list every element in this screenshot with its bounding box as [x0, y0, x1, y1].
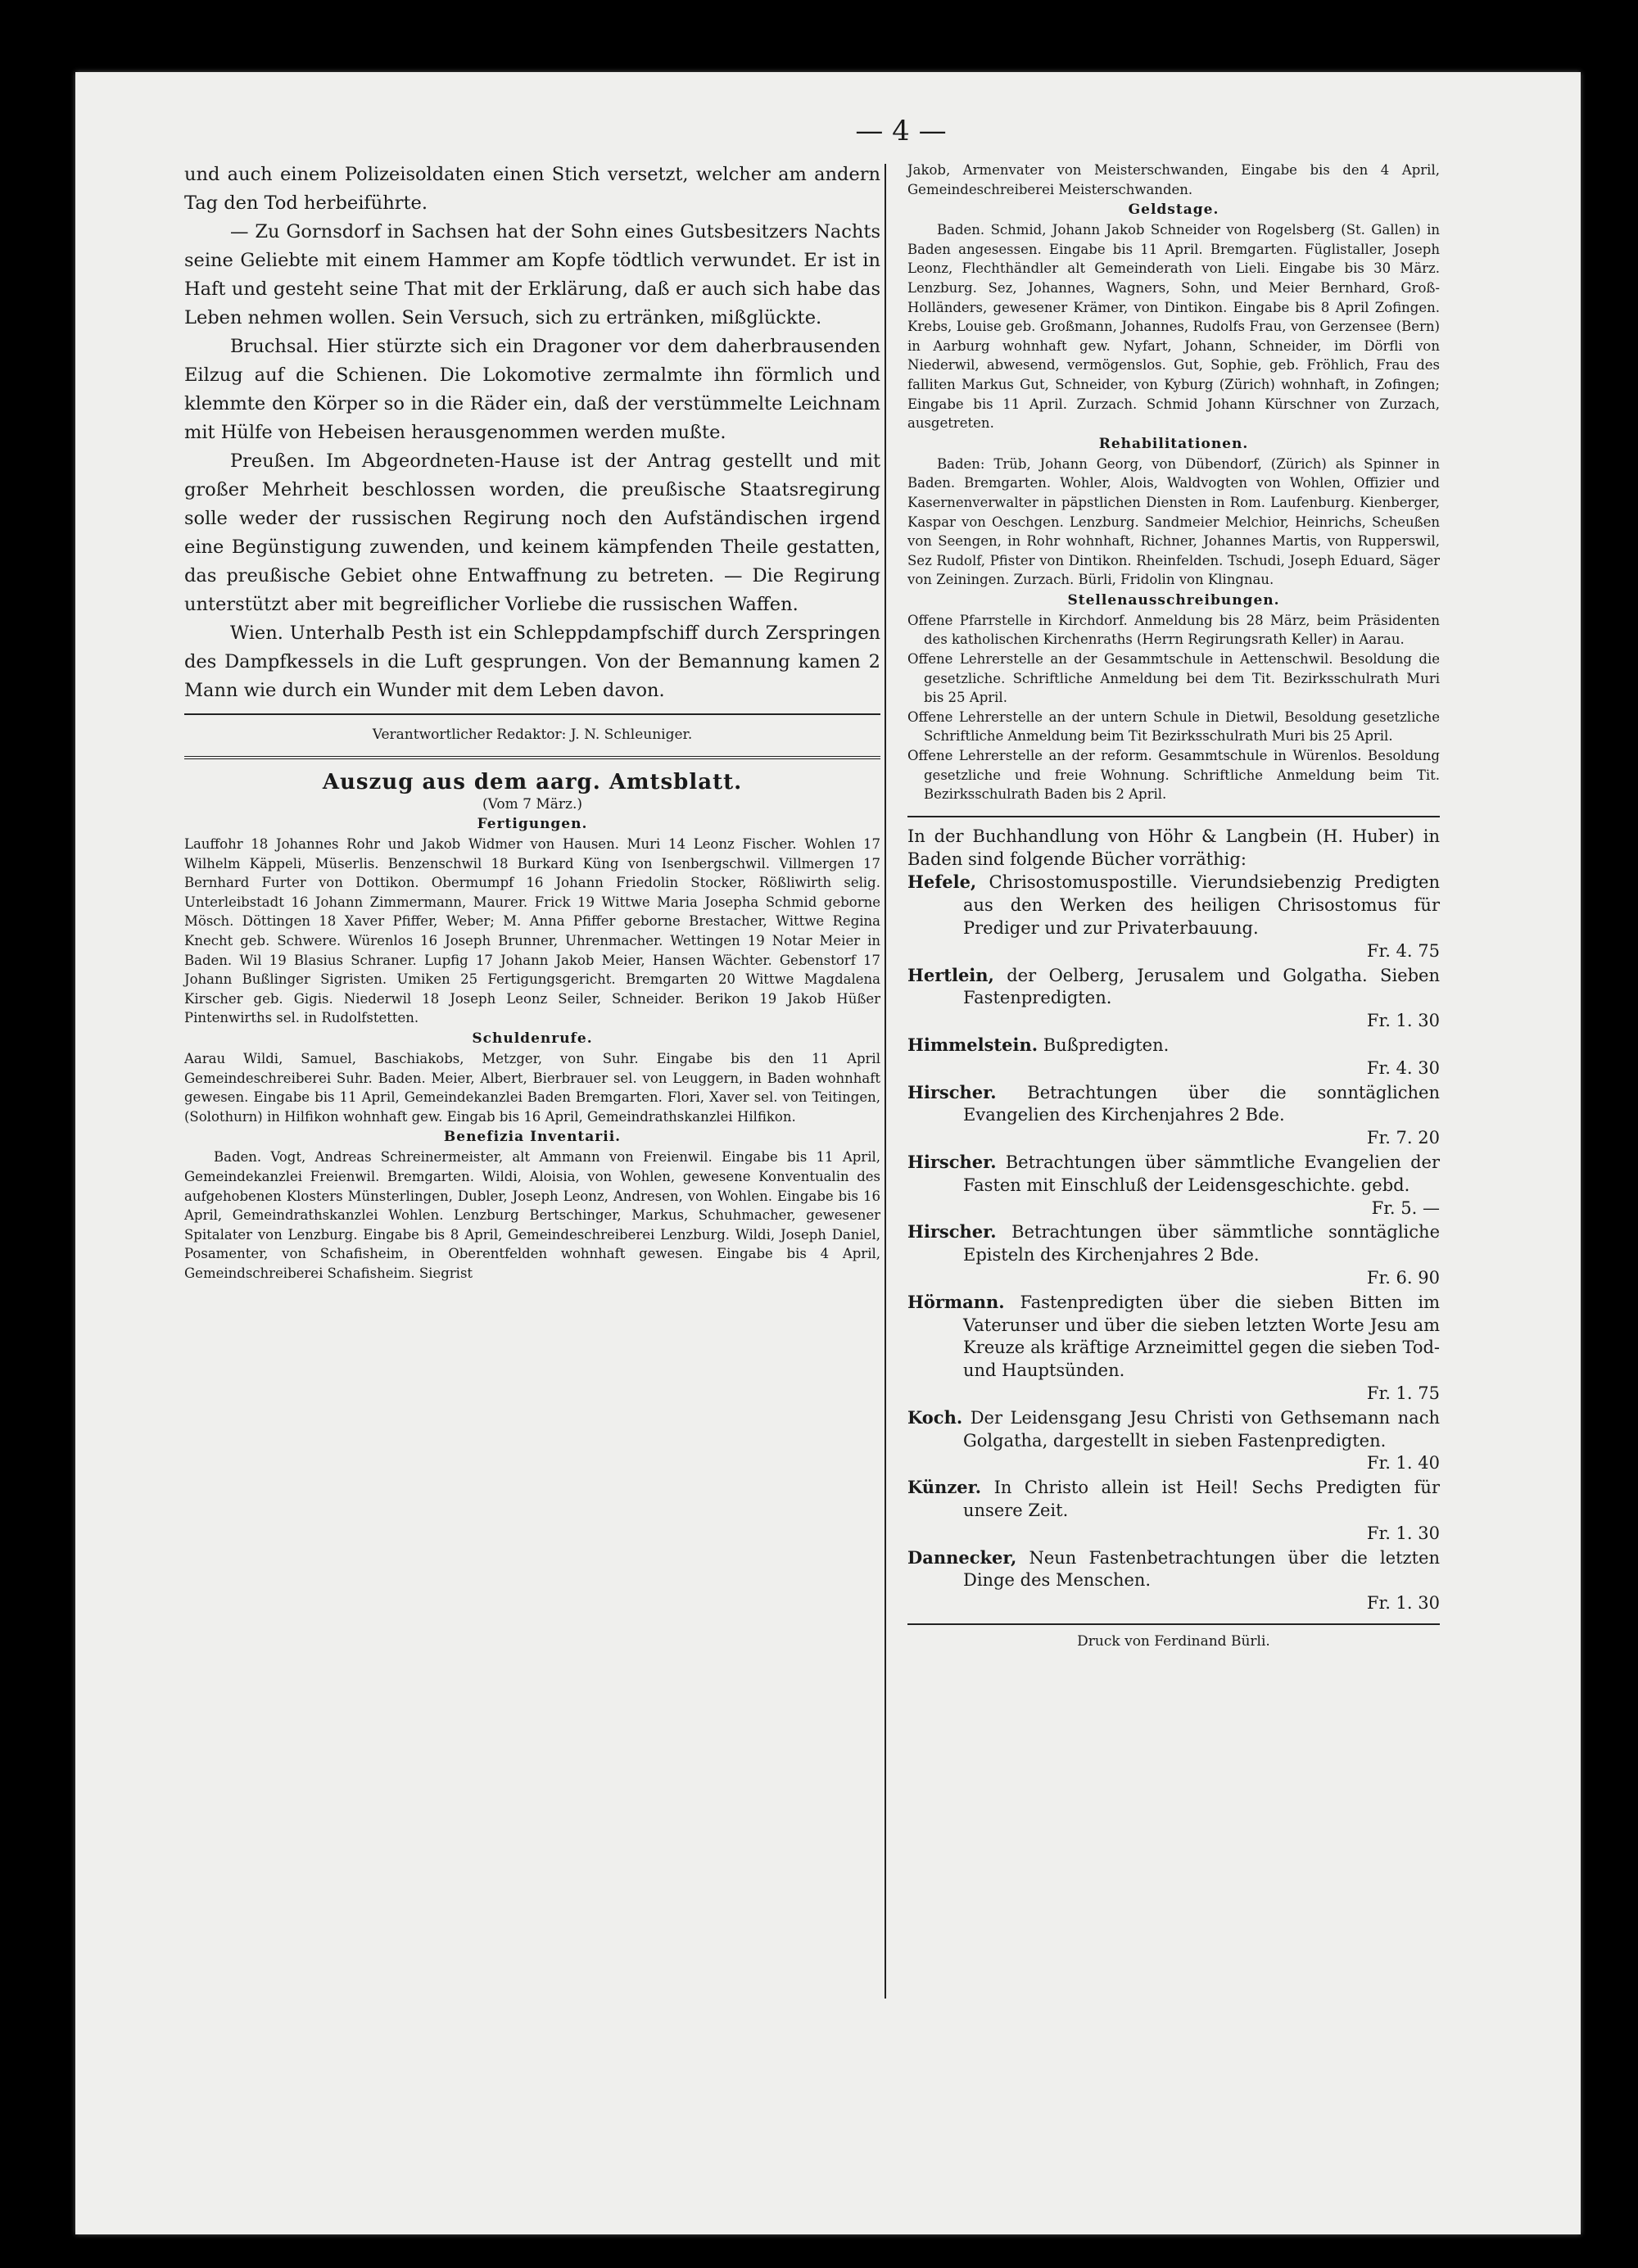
list-item [907, 1546, 1440, 1615]
divider [907, 1623, 1440, 1625]
news-paragraph: — Zu Gornsdorf in Sachsen hat der Sohn eines Gutsbesitzers Nachts seine Geliebte mit einem Hammer am Kopfe tödtlich verwundet. Er ist in Haft und gesteht seine That mit der Erklärung, daß er auch sich habe das Leben nehmen wollen. Sein Versuch, sich zu ertränken, mißglückte. [184, 221, 880, 328]
editor-line: Verantwortlicher Redaktor: J. N. Schleuniger. [372, 727, 693, 743]
amtsblatt-date: (Vom 7 März.) [482, 796, 582, 813]
printer-line: Druck von Ferdinand Bürli. [1077, 1632, 1270, 1650]
divider [184, 713, 880, 715]
book-title: Bußpredigten. [1043, 1034, 1170, 1055]
list-item [907, 871, 1440, 962]
section-heading: Benefizia Inventarii. [443, 1129, 622, 1146]
book-price: Fr. 1. 30 [1366, 1011, 1440, 1031]
list-item: Offene Lehrerstelle an der untern Schule in Dietwil, Besoldung gesetzliche Schriftliche Anmeldung beim Tit Bezirksschulrath Muri bis 25 April. [907, 708, 1440, 745]
column-divider [885, 164, 886, 1999]
fertigungen-text: Lauffohr 18 Johannes Rohr und Jakob Widmer von Hausen. Muri 14 Leonz Fischer. Wohlen 17 Wilhelm Käppeli, Müserlis. Benzenschwil 18 Burkard Küng von Isenbergschwil. Villmergen 17 Bernhard Furter von Dottikon. Obermumpf 16 Johann Friedolin Stocker, Rößliwirth selig. Unterleibstadt 16 Johann Zimmermann, Maurer. Frick 19 Wittwe Maria Josepha Schmid geborne Mösch. Döttingen 18 Xaver Pfiffer, Weber; M. Anna Pfiffer geborne Brestacher, Wittwe Regina Knecht geb. Schwere. Würenlos 16 Joseph Brunner, Uhrenmacher. Wettingen 19 Notar Meier in Baden. Wil 19 Blasius Schraner. Lupfig 17 Johann Jakob Meier, Hansen Wächter. Gebenstorf 17 Johann Bußlinger Sigristen. Umiken 25 Fertigungsgericht. Bremgarten 20 Wittwe Magdalena Kirscher geb. Gigis. Niederwil 18 Joseph Leonz Seiler, Schneider. Berikon 19 Jakob Hüßer Pintenwirths sel. in Rudolfstetten. [184, 836, 880, 1026]
book-author: Hirscher. [907, 1081, 997, 1102]
book-title: Betrachtungen über sämmtliche Evangelien der Fasten mit Einschluß der Leidensgeschichte. gebd. [963, 1152, 1440, 1195]
section-heading: Fertigungen. [477, 816, 588, 832]
book-price: Fr. 1. 40 [1366, 1453, 1440, 1474]
book-title: Betrachtungen über die sonntäglichen Evangelien des Kirchenjahres 2 Bde. [963, 1082, 1440, 1125]
book-title: Chrisostomuspostille. Vierundsiebenzig Predigten aus den Werken des heiligen Chrisostomus für Prediger und zur Privaterbauung. [963, 872, 1440, 938]
book-author: Hefele, [907, 871, 977, 893]
section-heading: Rehabilitationen. [1098, 435, 1249, 452]
right-column [907, 161, 1440, 1650]
list-item [907, 1291, 1440, 1406]
section-heading: Geldstage. [1128, 201, 1219, 219]
page-number: — 4 — [855, 115, 947, 147]
book-title: der Oelberg, Jerusalem und Golgatha. Sieben Fastenpredigten. [963, 965, 1440, 1008]
book-price: Fr. 5. — [1371, 1197, 1440, 1218]
book-title: Neun Fastenbetrachtungen über die letzten Dinge des Menschen. [963, 1547, 1440, 1591]
amtsblatt-title: Auszug aus dem aarg. Amtsblatt. [322, 770, 743, 794]
book-author: Hörmann. [907, 1291, 1005, 1312]
list-item: Offene Lehrerstelle an der reform. Gesammtschule in Würenlos. Besoldung gesetzliche und freie Wohnung. Schriftliche Anmeldung beim Tit. Bezirksschulrath Baden bis 2 April. [907, 748, 1440, 803]
book-price: Fr. 4. 30 [1366, 1057, 1440, 1078]
left-column [184, 161, 880, 1283]
book-author: Hertlein, [907, 964, 994, 985]
news-paragraph: Preußen. Im Abgeordneten-Hause ist der Antrag gestellt und mit großer Mehrheit beschlossen worden, die preußische Staatsregirung solle weder der russischen Regirung noch den Aufständischen irgend eine Begünstigung zuwenden, und keinem kämpfenden Theile gestatten, das preußische Gebiet ohne Entwaffnung zu betreten. — Die Regirung unterstützt aber mit begreiflicher Vorliebe die russischen Waffen. [184, 450, 880, 615]
schuldenrufe-text: Aarau Wildi, Samuel, Baschiakobs, Metzger, von Suhr. Eingabe bis den 11 April Gemeindeschreiberei Suhr. Baden. Meier, Albert, Bierbrauer sel. von Leuggern, in Baden wohnhaft gewesen. Eingabe bis 11 April, Gemeindekanzlei Baden Bremgarten. Flori, Xaver sel. von Teitingen, (Solothurn) in Hilfikon wohnhaft gew. Eingab bis 16 April, Gemeindrathskanzlei Hilfikon. [184, 1050, 880, 1125]
list-item [907, 1476, 1440, 1545]
book-author: Hirscher. [907, 1151, 997, 1172]
book-author: Künzer. [907, 1477, 982, 1498]
book-advert [907, 826, 1440, 1615]
list-item [907, 964, 1440, 1033]
section-heading: Schuldenrufe. [472, 1030, 593, 1047]
book-price: Fr. 1. 75 [1366, 1383, 1440, 1403]
continuation-text: Jakob, Armenvater von Meisterschwanden, Eingabe bis den 4 April, Gemeindeschreiberei Meisterschwanden. [907, 162, 1440, 197]
list-item [907, 1220, 1440, 1289]
book-title: Betrachtungen über sämmtliche sonntägliche Episteln des Kirchenjahres 2 Bde. [963, 1222, 1440, 1265]
book-author: Hirscher. [907, 1221, 997, 1243]
book-price: Fr. 7. 20 [1366, 1128, 1440, 1148]
book-author: Dannecker, [907, 1546, 1017, 1568]
book-author: Koch. [907, 1406, 963, 1428]
stellen-list [907, 611, 1440, 804]
list-item [907, 1406, 1440, 1475]
divider [184, 756, 880, 759]
list-item [907, 1034, 1440, 1080]
list-item: Offene Pfarrstelle in Kirchdorf. Anmeldung bis 28 März, beim Präsidenten des katholischen Kirchenraths (Herrn Regirungsrath Keller) in Aarau. [907, 612, 1440, 648]
section-heading: Stellenausschreibungen. [1067, 591, 1280, 609]
news-paragraph: und auch einem Polizeisoldaten einen Stich versetzt, welcher am andern Tag den Tod herbeiführte. [184, 164, 880, 214]
news-paragraph: Wien. Unterhalb Pesth ist ein Schleppdampfschiff durch Zerspringen des Dampfkessels in die Luft gesprungen. Von der Bemannung kamen 2 Mann wie durch ein Wunder mit dem Leben davon. [184, 622, 880, 701]
book-title: Fastenpredigten über die sieben Bitten im Vaterunser und über die sieben letzten Worte Jesu am Kreuze als kräftige Arzneimittel gegen die sieben Tod- und Hauptsünden. [963, 1292, 1440, 1381]
news-paragraph: Bruchsal. Hier stürzte sich ein Dragoner vor dem daherbrausenden Eilzug auf die Schienen. Die Lokomotive zermalmte ihn förmlich und klemmte den Körper so in die Räder ein, daß der verstümmelte Leichnam mit Hülfe von Hebeisen herausgenommen werden mußte. [184, 336, 880, 443]
book-price: Fr. 1. 30 [1366, 1593, 1440, 1614]
book-price: Fr. 1. 30 [1366, 1523, 1440, 1543]
book-author: Himmelstein. [907, 1034, 1038, 1055]
book-title: Der Leidensgang Jesu Christi von Gethsemann nach Golgatha, dargestellt in sieben Fastenpredigten. [963, 1407, 1440, 1451]
divider [907, 816, 1440, 817]
list-item: Offene Lehrerstelle an der Gesammtschule in Aettenschwil. Besoldung die gesetzliche. Schriftliche Anmeldung bei dem Tit. Bezirksschulrath Muri bis 25 April. [907, 651, 1440, 706]
list-item [907, 1151, 1440, 1220]
geldstage-text: Baden. Schmid, Johann Jakob Schneider von Rogelsberg (St. Gallen) in Baden angesessen. Eingabe bis 11 April. Bremgarten. Füglistaller, Joseph Leonz, Flechthändler alt Gemeinderath von Lieli. Eingabe bis 30 März. Lenzburg. Sez, Johannes, Wagners, Sohn, und Meier Bernhard, Groß-Holländers, gewesener Krämer, von Dintikon. Eingabe bis 8 April Zofingen. Krebs, Louise geb. Großmann, Johannes, Rudolfs Frau, von Gerzensee (Bern) in Aarburg wohnhaft gew. Nyfart, Johann, Schneider, im Dörfli von Niederwil, abwesend, vermögenslos. Gut, Sophie, geb. Fröhlich, Frau des falliten Markus Gut, Schneider, von Kyburg (Zürich) wohnhaft, in Zofingen; Eingabe bis 11 April. Zurzach. Schmid Johann Kürschner von Zurzach, ausgetreten. [907, 222, 1440, 432]
list-item [907, 1081, 1440, 1150]
benefizia-text: Baden. Vogt, Andreas Schreinermeister, alt Ammann von Freienwil. Eingabe bis 11 April, Gemeindekanzlei Freienwil. Bremgarten. Wildi, Aloisia, von Wohlen, gewesene Konventualin des aufgehobenen Klosters Münsterlingen, Dubler, Joseph Leonz, Andresen, von Wohlen. Eingabe bis 16 April, Gemeindrathskanzlei Wohlen. Lenzburg Bertschinger, Markus, Schuhmacher, gewesener Spitalater von Lenzburg. Eingabe bis 8 April, Gemeindeschreiberei Lenzburg. Wildi, Joseph Daniel, Posamenter, von Schafisheim, in Oberentfelden wohnhaft gewesen. Eingabe bis 4 April, Gemeindschreiberei Schafisheim. Siegrist [184, 1149, 880, 1281]
book-price: Fr. 6. 90 [1366, 1267, 1440, 1288]
rehab-text: Baden: Trüb, Johann Georg, von Dübendorf, (Zürich) als Spinner in Baden. Bremgarten. Wohler, Alois, Waldvogten von Wohlen, Offizier und Kasernenverwalter in päpstlichen Diensten in Rom. Laufenburg. Kienberger, Kaspar von Oeschgen. Lenzburg. Sandmeier Melchior, Heinrichs, Scheußen von Seengen, in Rohr wohnhaft, Richner, Johannes Martis, von Rupperswil, Sez Rudolf, Pfister von Dintikon. Rheinfelden. Tschudi, Joseph Eduard, Säger von Zeiningen. Zurzach. Bürli, Fridolin von Klingnau. [907, 455, 1440, 588]
book-price: Fr. 4. 75 [1366, 940, 1440, 961]
news-section [184, 161, 880, 705]
book-title: In Christo allein ist Heil! Sechs Predigten für unsere Zeit. [963, 1478, 1440, 1520]
books-intro: In der Buchhandlung von Höhr & Langbein (H. Huber) in Baden sind folgende Bücher vorräthig: [907, 826, 1440, 869]
